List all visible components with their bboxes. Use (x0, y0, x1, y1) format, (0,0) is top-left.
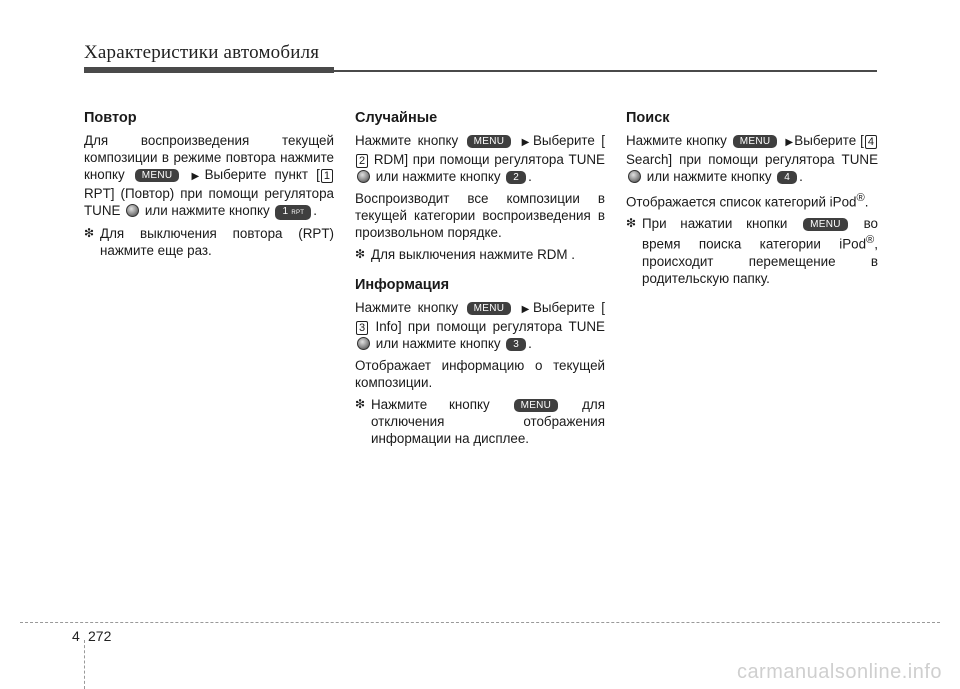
random-paragraph (355, 132, 605, 185)
info-text-c: Info] при помощи регулятора TUNE (375, 319, 605, 334)
search-text-a: Нажмите кнопку (626, 133, 727, 148)
menu-button-icon: MENU (514, 399, 559, 412)
search-text-d: или нажмите кнопку (646, 169, 772, 184)
tune-knob-icon (628, 170, 641, 183)
repeat-paragraph (84, 132, 334, 220)
column-2 (355, 110, 605, 461)
arrow-right-icon: ▶ (785, 137, 794, 148)
repeat-text-d: или нажмите кнопку (144, 203, 270, 218)
repeat-text-a: Для воспроизведения текущей композиции в режиме повтора нажмите кнопку (84, 133, 334, 182)
note-mark-icon: ❇ (355, 247, 366, 261)
random-text-end: . (528, 169, 532, 184)
search-paragraph (626, 132, 878, 185)
page-number: 272 (88, 628, 112, 644)
rpt-button-number: 1 (282, 206, 289, 217)
arrow-right-icon: ▶ (191, 171, 204, 182)
info-text-d: или нажмите кнопку (375, 336, 501, 351)
button-3-icon: 3 (506, 338, 526, 351)
search-note-a: При нажатии кнопки (642, 216, 788, 232)
section-random (355, 110, 605, 263)
search-note-b: во время поиска категории iPod (642, 216, 878, 252)
registered-mark: ® (866, 234, 875, 247)
repeat-text-end: . (313, 203, 317, 218)
menu-button-icon: MENU (803, 218, 848, 231)
header-rule-thick (84, 67, 334, 73)
search-note (626, 215, 878, 286)
section-search (626, 110, 878, 287)
random-title: Случайные (355, 110, 438, 126)
chapter-number: 4 (72, 628, 80, 644)
tune-knob-icon (126, 204, 139, 217)
search-desc-text: Отображается список категорий iPod (626, 194, 857, 210)
arrow-right-icon: ▶ (521, 137, 532, 148)
info-text-b: Выберите [ (532, 300, 605, 315)
rpt-button-label: RPT (291, 210, 305, 216)
info-note-a: Нажмите кнопку (371, 397, 490, 412)
tune-knob-icon (357, 337, 370, 350)
info-description: Отображает информацию о текущей композиции. (355, 358, 605, 390)
section-info (355, 277, 605, 447)
search-text-b: Выберите [ (794, 133, 864, 148)
header-rule-thin (334, 70, 877, 72)
number-3-icon: 3 (356, 321, 368, 335)
button-4-icon: 4 (777, 171, 797, 184)
registered-mark: ® (856, 192, 865, 204)
random-note (355, 246, 605, 263)
repeat-title: Повтор (84, 110, 137, 126)
number-2-icon: 2 (356, 154, 368, 168)
info-text-a: Нажмите кнопку (355, 300, 459, 315)
repeat-text-b: Выберите пункт [ (204, 167, 320, 182)
arrow-right-icon: ▶ (521, 304, 532, 315)
random-note-text: Для выключения нажмите RDM . (371, 247, 576, 262)
info-title: Информация (355, 277, 450, 293)
rpt-button-icon (275, 205, 311, 220)
random-text-c: RDM] при помощи регулятора TUNE (373, 152, 605, 167)
random-text-d: или нажмите кнопку (375, 169, 501, 184)
column-1 (84, 110, 334, 273)
watermark: carmanualsonline.info (736, 661, 942, 683)
note-mark-icon: ❇ (626, 216, 637, 231)
search-text-c: Search] при помощи регулятора TUNE (626, 152, 878, 167)
info-note-text (371, 396, 605, 447)
number-4-icon: 4 (865, 135, 877, 149)
column-3 (626, 110, 878, 301)
footer-dashed-rule (20, 622, 940, 623)
menu-button-icon: MENU (733, 135, 778, 148)
repeat-note-text: Для выключения повтора (RPT) нажмите еще раз. (100, 226, 334, 258)
repeat-text-c: RPT] (Повтор) при помощи регулятора TUNE (84, 186, 334, 218)
tune-knob-icon (357, 170, 370, 183)
menu-button-icon: MENU (135, 169, 180, 182)
section-repeat (84, 110, 334, 259)
search-title: Поиск (626, 110, 670, 126)
search-description (626, 190, 878, 210)
header-title: Характеристики автомобиля (84, 42, 320, 63)
note-mark-icon: ❇ (84, 226, 95, 240)
number-1-icon: 1 (321, 169, 333, 183)
info-paragraph (355, 299, 605, 352)
search-note-text (642, 215, 878, 286)
search-text-end: . (799, 169, 803, 184)
search-desc-end: . (864, 194, 869, 210)
random-description: Воспроизводит все композиции в текущей категории воспроизведения в произвольном порядке. (355, 191, 605, 240)
info-text-end: . (528, 336, 532, 351)
repeat-note (84, 225, 334, 259)
menu-button-icon: MENU (467, 302, 512, 315)
info-note-b: для отключения отображения информации на дисплее. (371, 397, 605, 446)
search-note-c: , происходит перемещение в родительскую папку. (642, 236, 878, 286)
menu-button-icon: MENU (467, 135, 512, 148)
footer-vertical-rule (84, 640, 85, 689)
random-text-a: Нажмите кнопку (355, 133, 459, 148)
button-2-icon: 2 (506, 171, 526, 184)
info-note (355, 396, 605, 447)
note-mark-icon: ❇ (355, 397, 366, 411)
random-text-b: Выберите [ (532, 133, 605, 148)
